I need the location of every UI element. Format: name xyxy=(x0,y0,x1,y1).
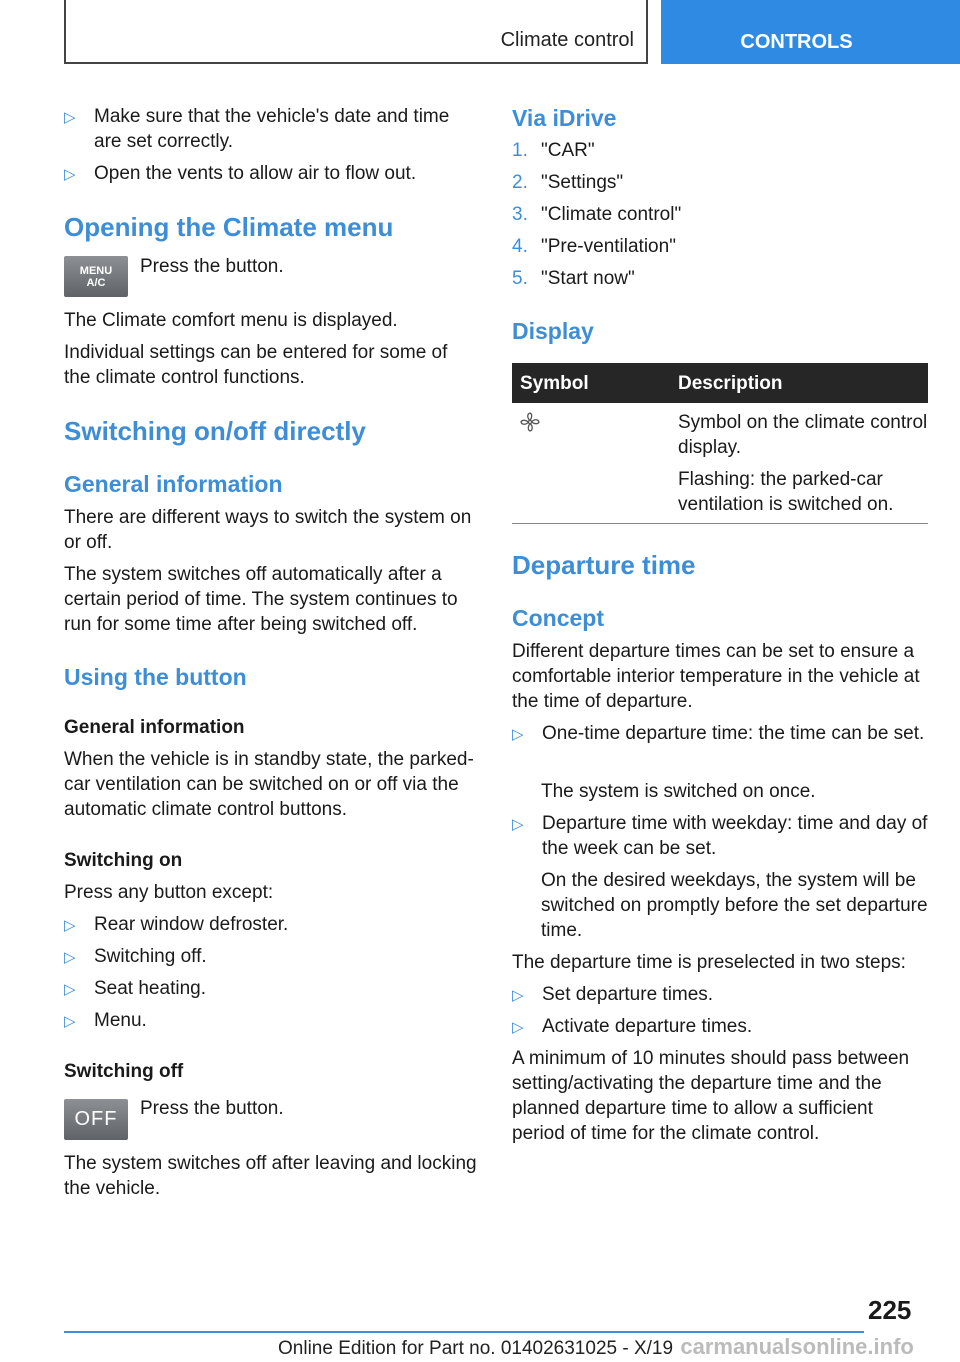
column-header-description: Description xyxy=(678,373,783,394)
list-item: ▷ Set departure times. xyxy=(512,982,928,1007)
paragraph: The Climate comfort menu is displayed. xyxy=(64,310,398,331)
heading-via-idrive: Via iDrive xyxy=(512,105,617,131)
column-header-symbol: Symbol xyxy=(520,373,589,394)
paragraph: The system switches off after leaving and locking the vehicle. xyxy=(64,1153,477,1199)
menu-ac-button-image: MENU A/C xyxy=(64,256,128,297)
paragraph: There are different ways to switch the system on or off. xyxy=(64,507,472,553)
triangle-bullet-icon: ▷ xyxy=(64,981,76,998)
subheading-general-information: General information xyxy=(64,717,245,738)
list-item: ▷ Open the vents to allow air to flow out. xyxy=(64,161,478,186)
off-button-image: OFF xyxy=(64,1099,128,1140)
list-item-subtext: On the desired weekdays, the system will be switched on promptly before the set departure time. xyxy=(541,870,928,941)
heading-general-information: General information xyxy=(64,471,283,497)
list-item: ▷ Switching off. xyxy=(64,944,478,969)
heading-display: Display xyxy=(512,318,594,344)
subheading-switching-off: Switching off xyxy=(64,1061,184,1082)
paragraph: A minimum of 10 minutes should pass between setting/activating the departure time and the planned departure time to allow a sufficient period of time for the climate control. xyxy=(512,1048,910,1144)
table-cell-description: Flashing: the parked-car ventilation is switched on. xyxy=(678,469,894,515)
numbered-step: 3. "Climate control" xyxy=(512,204,682,225)
triangle-bullet-icon: ▷ xyxy=(64,109,76,126)
heading-departure-time: Departure time xyxy=(512,550,696,580)
triangle-bullet-icon: ▷ xyxy=(64,949,76,966)
numbered-step: 1. "CAR" xyxy=(512,140,595,161)
paragraph: The system switches off automatically after a certain period of time. The system continues to run for some time after being switched off. xyxy=(64,564,458,635)
table-cell-description: Symbol on the climate control display. xyxy=(678,412,928,458)
list-item: ▷ Activate departure times. xyxy=(512,1014,928,1039)
header-section-box xyxy=(64,0,648,64)
list-item: ▷ Rear window defroster. xyxy=(64,912,478,937)
list-item: ▷ Menu. xyxy=(64,1008,478,1033)
triangle-bullet-icon: ▷ xyxy=(64,1013,76,1030)
triangle-bullet-icon: ▷ xyxy=(512,987,524,1004)
press-button-text: Press the button. xyxy=(140,1098,284,1119)
list-item: ▷ One-time departure time: the time can be set. xyxy=(512,721,928,746)
table-header xyxy=(512,363,928,403)
triangle-bullet-icon: ▷ xyxy=(64,917,76,934)
paragraph: Press any button except: xyxy=(64,882,274,903)
numbered-step: 4. "Pre-ventilation" xyxy=(512,236,676,257)
press-button-text: Press the button. xyxy=(140,256,284,277)
triangle-bullet-icon: ▷ xyxy=(512,726,524,743)
paragraph: Different departure times can be set to ensure a comfortable interior temperature in the vehicle at the time of departure. xyxy=(512,641,920,712)
watermark: carmanualsonline.info xyxy=(680,1334,914,1359)
fan-icon xyxy=(518,410,542,434)
heading-opening-climate-menu: Opening the Climate menu xyxy=(64,212,394,242)
triangle-bullet-icon: ▷ xyxy=(512,816,524,833)
list-item: ▷ Departure time with weekday: time and day of the week can be set. xyxy=(512,813,928,859)
triangle-bullet-icon: ▷ xyxy=(64,166,76,183)
numbered-step: 5. "Start now" xyxy=(512,268,635,289)
header-chapter-tab: CONTROLS xyxy=(661,0,960,64)
list-item: ▷ Make sure that the vehicle's date and time are set correctly. xyxy=(64,106,450,152)
page-number: 225 xyxy=(868,1295,912,1325)
numbered-step: 2. "Settings" xyxy=(512,172,624,193)
triangle-bullet-icon: ▷ xyxy=(512,1019,524,1036)
paragraph: When the vehicle is in standby state, the parked-car ventilation can be switched on or off via the automatic climate control buttons. xyxy=(64,749,474,820)
list-item-subtext: The system is switched on once. xyxy=(541,781,816,802)
subheading-switching-on: Switching on xyxy=(64,850,183,871)
footer-edition: Online Edition for Part no. 01402631025 - X/19 carmanualsonline.info xyxy=(278,1334,914,1359)
footer-divider xyxy=(64,1331,864,1333)
heading-using-the-button: Using the button xyxy=(64,664,247,690)
paragraph: Individual settings can be entered for some of the climate control functions. xyxy=(64,342,448,388)
paragraph: The departure time is preselected in two steps: xyxy=(512,952,906,973)
heading-switching-on-off: Switching on/off directly xyxy=(64,416,366,446)
header-section-title: Climate control xyxy=(500,29,634,51)
list-item: ▷ Seat heating. xyxy=(64,976,478,1001)
heading-concept: Concept xyxy=(512,605,604,631)
table-bottom-divider xyxy=(512,523,928,524)
